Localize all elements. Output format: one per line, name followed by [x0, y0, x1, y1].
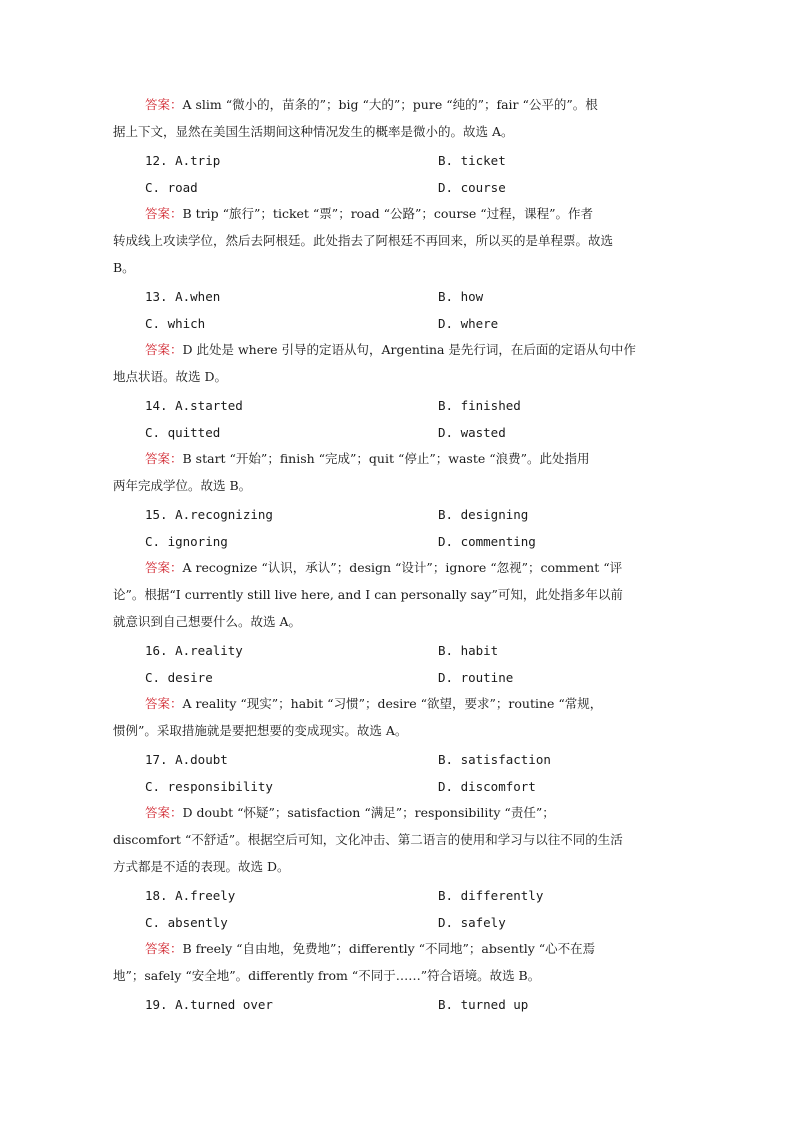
q13-option-b: B. how: [438, 289, 484, 304]
q15-answer-line2: 论”。根据“I currently still live here, and I can personally say”可知，此处指多年以前: [113, 587, 623, 602]
q13-answer-line1: [145, 341, 636, 359]
answer-label: 答案：: [145, 451, 183, 466]
answer-text: A recognize “认识，承认”；design “设计”；ignore “忽视”；comment “评: [182, 560, 623, 575]
q13-option-d: D. where: [438, 316, 499, 331]
q17-answer-line3: 方式都是不适的表现。故选 D。: [113, 859, 290, 874]
q12-answer-line2: 转成线上攻读学位，然后去阿根廷。此处指去了阿根廷不再回来，所以买的是单程票。故选: [113, 233, 614, 248]
q17-option-c: C. responsibility: [145, 779, 273, 794]
q18-answer-line2: 地”；safely “安全地”。differently from “不同于……”符合语境。故选 B。: [113, 968, 541, 983]
q12-option-b: B. ticket: [438, 153, 506, 168]
q15-option-c: C. ignoring: [145, 534, 228, 549]
answer-label: 答案：: [145, 206, 183, 221]
q16-option-c: C. desire: [145, 670, 213, 685]
q19-option-b: B. turned up: [438, 997, 529, 1012]
q14-answer-line1: [145, 450, 590, 468]
q15-answer-line3: 就意识到自己想要什么。故选 A。: [113, 614, 302, 629]
answer-label: 答案：: [145, 97, 183, 112]
q13-option-a: 13. A.when: [145, 289, 221, 304]
answer-label: 答案：: [145, 805, 183, 820]
q17-option-b: B. satisfaction: [438, 752, 551, 767]
q11-answer-line1: [145, 96, 598, 114]
q15-option-d: D. commenting: [438, 534, 536, 549]
answer-label: 答案：: [145, 696, 183, 711]
q14-option-d: D. wasted: [438, 425, 506, 440]
q18-answer-line1: [145, 940, 595, 958]
q12-answer-line3: B。: [113, 260, 135, 275]
q12-answer-line1: [145, 205, 593, 223]
q16-option-a: 16. A.reality: [145, 643, 243, 658]
q17-answer-line1: [145, 804, 555, 822]
answer-text: B trip “旅行”；ticket “票”；road “公路”；course “过程，课程”。作者: [182, 206, 594, 221]
q18-option-a: 18. A.freely: [145, 888, 236, 903]
answer-label: 答案：: [145, 941, 183, 956]
q13-answer-line2: 地点状语。故选 D。: [113, 369, 227, 384]
answer-label: 答案：: [145, 560, 183, 575]
q16-answer-line1: [145, 695, 602, 713]
q17-option-d: D. discomfort: [438, 779, 536, 794]
q16-option-d: D. routine: [438, 670, 514, 685]
answer-label: 答案：: [145, 342, 183, 357]
answer-text: B start “开始”；finish “完成”；quit “停止”；waste “浪费”。此处指用: [182, 451, 590, 466]
q15-option-b: B. designing: [438, 507, 529, 522]
q12-option-a: 12. A.trip: [145, 153, 221, 168]
q14-option-c: C. quitted: [145, 425, 221, 440]
answer-text: A reality “现实”；habit “习惯”；desire “欲望，要求”；routine “常规，: [182, 696, 603, 711]
q12-option-c: C. road: [145, 180, 198, 195]
q17-option-a: 17. A.doubt: [145, 752, 228, 767]
q14-option-b: B. finished: [438, 398, 521, 413]
q18-option-b: B. differently: [438, 888, 544, 903]
q12-option-d: D. course: [438, 180, 506, 195]
q15-option-a: 15. A.recognizing: [145, 507, 273, 522]
q14-answer-line2: 两年完成学位。故选 B。: [113, 478, 252, 493]
q15-answer-line1: [145, 559, 622, 577]
q18-option-c: C. absently: [145, 915, 228, 930]
q19-option-a: 19. A.turned over: [145, 997, 273, 1012]
q16-answer-line2: 惯例”。采取措施就是要把想要的变成现实。故选 A。: [113, 723, 408, 738]
q11-answer-line2: 据上下文，显然在美国生活期间这种情况发生的概率是微小的。故选 A。: [113, 124, 514, 139]
q14-option-a: 14. A.started: [145, 398, 243, 413]
answer-text: D 此处是 where 引导的定语从句，Argentina 是先行词，在后面的定语从句中作: [182, 342, 636, 357]
q18-option-d: D. safely: [438, 915, 506, 930]
answer-text: D doubt “怀疑”；satisfaction “满足”；responsibility “责任”；: [182, 805, 555, 820]
q16-option-b: B. habit: [438, 643, 499, 658]
answer-text: A slim “微小的，苗条的”；big “大的”；pure “纯的”；fair “公平的”。根: [182, 97, 598, 112]
q17-answer-line2: discomfort “不舒适”。根据空后可知，文化冲击、第二语言的使用和学习与以往不同的生活: [113, 832, 623, 847]
q13-option-c: C. which: [145, 316, 206, 331]
answer-text: B freely “自由地，免费地”；differently “不同地”；absently “心不在焉: [182, 941, 596, 956]
